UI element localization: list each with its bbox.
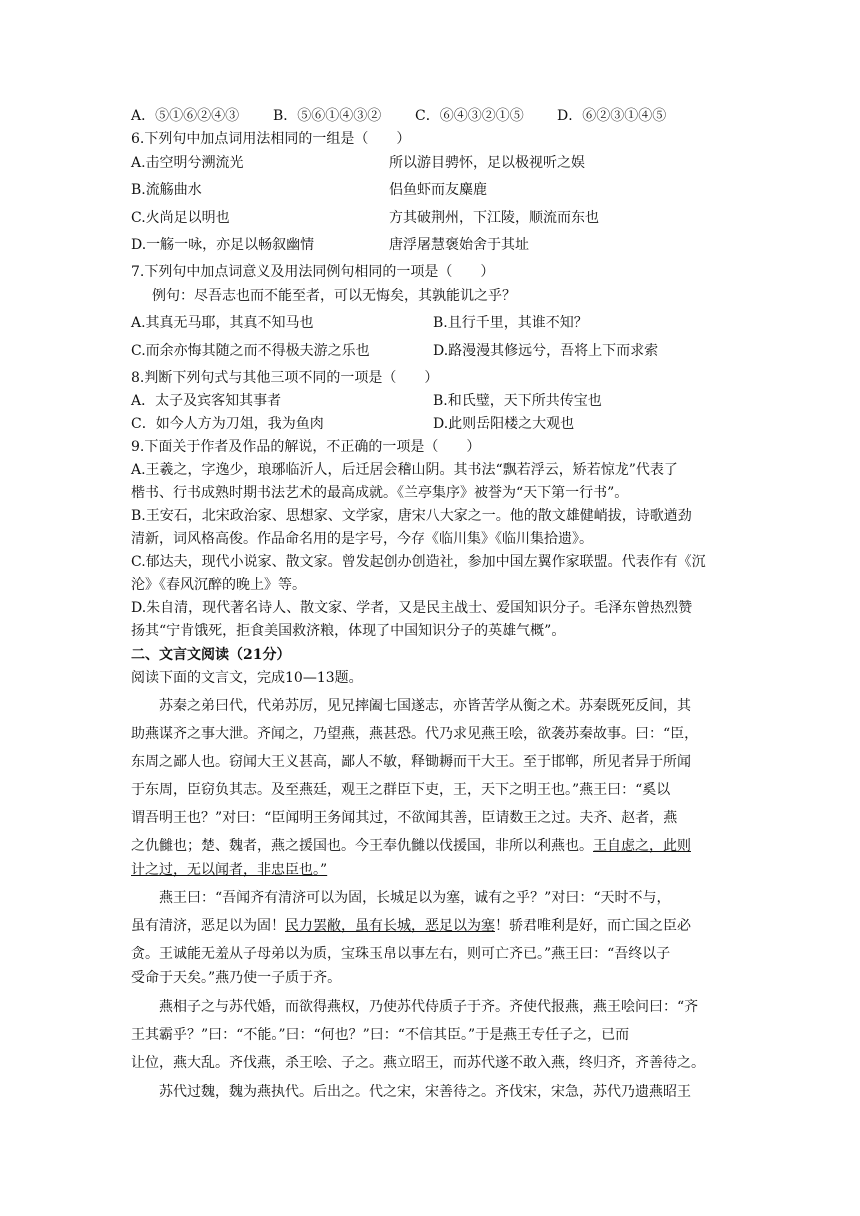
passage-line: 助燕谋齐之事大泄。齐闻之，乃望燕，燕甚恐。代乃求见燕王哙，欲袭苏秦故事。曰：“臣， [131,726,699,742]
q7-option-c: C.而余亦悔其随之而不得极夫游之乐也 [131,343,370,359]
underlined-sentence-part-1: 王自虑之，此则 [593,838,691,854]
q6-row-c-left: C.火尚足以明也 [131,210,230,226]
q9-line: A.王羲之，字逸少，琅琊临沂人，后迁居会稽山阴。其书法“飘若浮云，矫若惊龙”代表了 [131,462,678,478]
q5-option-c: C．⑥④③②①⑤ [415,108,524,124]
passage-line: 于东周，臣窃负其志。及至燕廷，观王之群臣下吏，王，天下之明王也。”燕王曰：“奚以 [131,782,671,798]
q6-row-d-right: 唐浮屠慧褒始舍于其址 [389,237,529,253]
q7-example: 例句：尽吾志也而不能至者，可以无悔矣，其孰能讥之乎？ [152,288,516,304]
passage-line: 东周之鄙人也。窃闻大王义甚高，鄙人不敏，释锄耨而干大王。至于邯郸，所见者异于所闻 [131,754,691,770]
passage-line [131,917,691,935]
passage-line: 谓吾明王也？”对曰：“臣闻明王务闻其过，不欲闻其善，臣请数王之过。夫齐、赵者，燕 [131,810,678,826]
q6-row-b-left: B.流觞曲水 [131,182,202,198]
passage-text: 虽有清济，恶足以为固！ [131,918,285,934]
underlined-sentence: 民力罢敝，虽有长城，恶足以为塞 [285,918,495,934]
q8-option-a: A．太子及宾客知其事者 [131,393,282,409]
q6-row-a-right: 所以游目骋怀，足以极视听之娱 [389,155,585,171]
q5-option-d: D．⑥②③①④⑤ [557,108,667,124]
q8-option-d: D.此则岳阳楼之大观也 [433,416,575,432]
passage-line: 苏代过魏，魏为燕执代。后出之。代之宋，宋善待之。齐伐宋，宋急，苏代乃遗燕昭王 [159,1084,691,1100]
passage-line: 让位，燕大乱。齐伐燕，杀王哙、子之。燕立昭王，而苏代遂不敢入燕，终归齐，齐善待之。 [131,1055,705,1071]
passage-text: ！骄君唯利是好，而亡国之臣必 [495,918,691,934]
section-heading: 二、文言文阅读（21分） [131,647,291,663]
q7-option-a: A.其真无马耶，其真不知马也 [131,315,314,331]
q5-option-b: B．⑤⑥①④③② [273,108,382,124]
q6-row-a-left: A.击空明兮溯流光 [131,155,244,171]
q8-option-b: B.和氏璧，天下所共传宝也 [433,393,602,409]
q9-line: C.郁达夫，现代小说家、散文家。曾发起创办创造社，参加中国左翼作家联盟。代表作有《沉 [131,554,706,570]
q6-stem: 6.下列句中加点词用法相同的一组是（ ） [131,131,411,147]
q9-line: 沦》《春风沉醉的晚上》等。 [131,577,306,593]
q8-option-c: C．如今人方为刀俎，我为鱼肉 [131,416,324,432]
q8-stem: 8.判断下列句式与其他三项不同的一项是（ ） [131,370,439,386]
q9-line: 楷书、行书成熟时期书法艺术的最高成就。《兰亭集序》被誉为“天下第一行书”。 [131,485,629,501]
q9-line: 扬其“宁肯饿死，拒食美国救济粮，体现了中国知识分子的英雄气概”。 [131,623,566,639]
passage-line: 苏秦之弟曰代，代弟苏厉，见兄摔阖七国遂志，亦皆苦学从衡之术。苏秦既死反间，其 [159,698,691,714]
passage-line: 王其霸乎？”曰：“不能。”曰：“何也？”曰：“不信其臣。”于是燕王专任子之，已而 [131,1027,630,1043]
passage-line: 燕相子之与苏代婚，而欲得燕权，乃使苏代侍质子于齐。齐使代报燕，燕王哙问曰：“齐 [159,999,699,1015]
q7-stem: 7.下列句中加点词意义及用法同例句相同的一项是（ ） [131,264,495,280]
section-intro: 阅读下面的文言文，完成10—13题。 [131,670,363,686]
q9-stem: 9.下面关于作者及作品的解说，不正确的一项是（ ） [131,439,481,455]
q6-row-d-left: D.一觞一咏，亦足以畅叙幽情 [131,237,315,253]
passage-text: 之仇雠也；楚、魏者，燕之援国也。今王奉仇雠以伐援国，非所以利燕也。 [131,838,593,854]
q9-line: 清新，词风格高俊。作品命名用的是字号，今存《临川集》《临川集拾遗》。 [131,531,593,547]
q6-row-b-right: 侣鱼虾而友麋鹿 [389,182,487,198]
q7-option-d: D.路漫漫其修远兮，吾将上下而求索 [433,343,659,359]
passage-line: 受命于天矣。”燕乃使一子质于齐。 [131,970,342,986]
passage-line: 贪。王诚能无羞从子母弟以为质，宝珠玉帛以事左右，则可亡齐已。”燕王曰：“吾终以子 [131,946,671,962]
passage-line: 燕王曰：“吾闻齐有清济可以为固，长城足以为塞，诚有之乎？”对曰：“天时不与， [159,890,671,906]
q6-row-c-right: 方其破荆州，下江陵，顺流而东也 [389,210,599,226]
q9-line: B.王安石，北宋政治家、思想家、文学家，唐宋八大家之一。他的散文雄健峭拔，诗歌遒劲 [131,508,692,524]
q5-options [131,107,666,125]
underlined-sentence-part-2: 计之过，无以闻者，非忠臣也。” [131,862,328,878]
passage-line [131,837,691,855]
q9-line: D.朱自清，现代著名诗人、散文家、学者，又是民主战士、爱国知识分子。毛泽东曾热烈赞 [131,600,693,616]
q7-option-b: B.且行千里，其谁不知？ [433,315,588,331]
q5-option-a: A．⑤①⑥②④③ [131,108,240,124]
